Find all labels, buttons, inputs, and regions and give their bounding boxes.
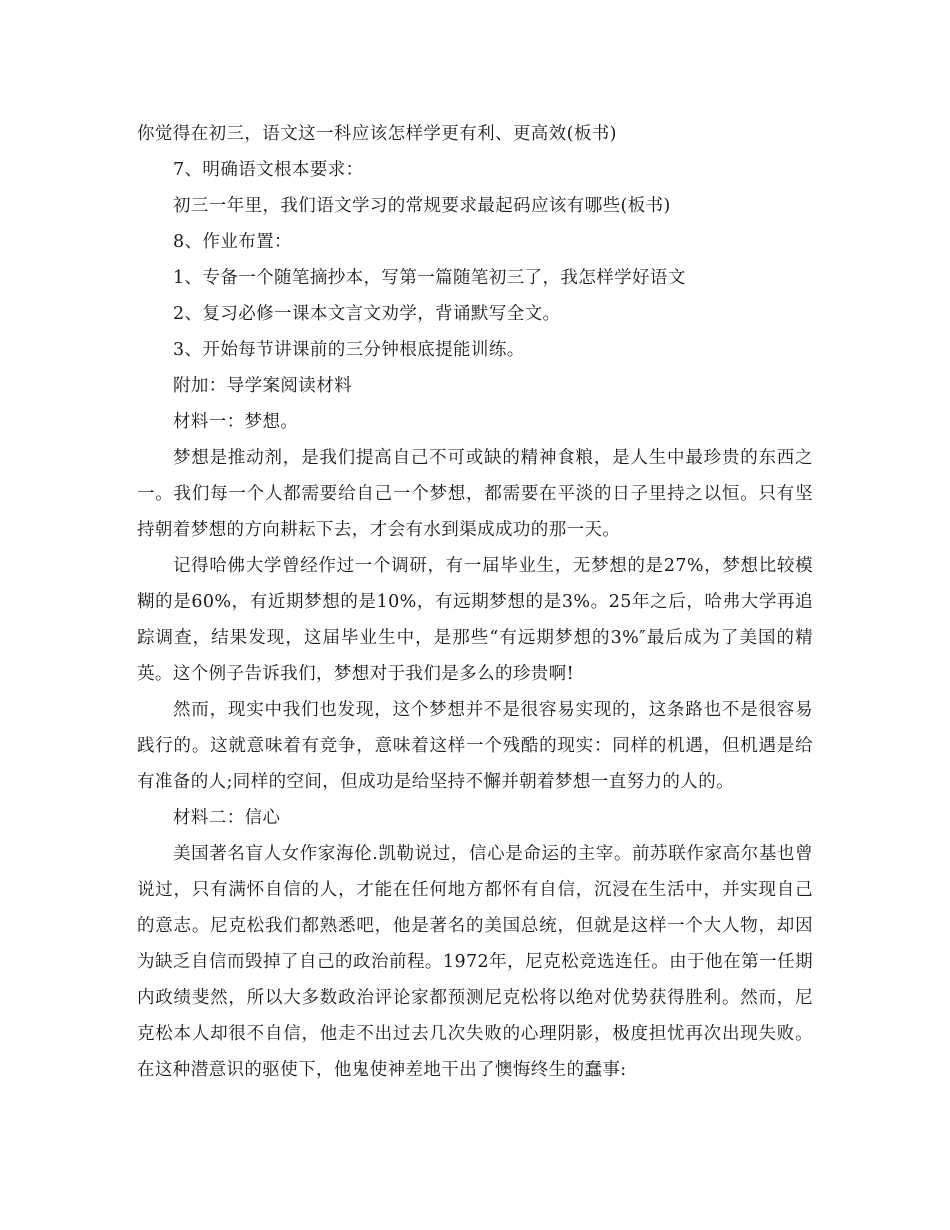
paragraph-13: 材料二：信心 [173,808,281,828]
paragraph-10: 梦想是推动剂，是我们提高自己不可或缺的精神食粮，是人生中最珍贵的东西之一。我们每一个人都需要给自己一个梦想，都需要在平淡的日子里持之以恒。只有坚持朝着梦想的方向耕耘下去，才会有水到渠成成功的那一天。 [137,448,813,540]
paragraph-12: 然而，现实中我们也发现，这个梦想并不是很容易实现的，这条路也不是很容易践行的。这就意味着有竞争，意味着这样一个残酷的现实：同样的机遇，但机遇是给有准备的人;同样的空间，但成功是给坚持不懈并朝着梦想一直努力的人的。 [137,700,813,792]
paragraph-8: 附加：导学案阅读材料 [173,376,352,396]
paragraph-4: 8、作业布置： [173,232,292,252]
document-body [137,116,813,1088]
paragraph-9: 材料一：梦想。 [173,412,299,432]
paragraph-3: 初三一年里，我们语文学习的常规要求最起码应该有哪些(板书) [173,196,671,216]
paragraph-11: 记得哈佛大学曾经作过一个调研，有一届毕业生，无梦想的是27%，梦想比较模糊的是60%，有近期梦想的是10%，有远期梦想的是3%。25年之后，哈弗大学再追踪调查，结果发现，这届毕业生中，是那些“有远期梦想的3%″最后成为了美国的精英。这个例子告诉我们，梦想对于我们是多么的珍贵啊! [137,556,813,684]
paragraph-2: 7、明确语文根本要求： [173,160,364,180]
paragraph-1: 你觉得在初三，语文这一科应该怎样学更有利、更高效(板书) [137,124,617,144]
paragraph-7: 3、开始每节讲课前的三分钟根底提能训练。 [173,340,525,360]
paragraph-5: 1、专备一个随笔摘抄本，写第一篇随笔初三了，我怎样学好语文 [173,268,686,288]
paragraph-6: 2、复习必修一课本文言文劝学，背诵默写全文。 [173,304,561,324]
paragraph-14: 美国著名盲人女作家海伦.凯勒说过，信心是命运的主宰。前苏联作家高尔基也曾说过，只有满怀自信的人，才能在任何地方都怀有自信，沉浸在生活中，并实现自己的意志。尼克松我们都熟悉吧，他是著名的美国总统，但就是这样一个大人物，却因为缺乏自信而毁掉了自己的政治前程。1972年，尼克松竞选连任。由于他在第一任期内政绩斐然，所以大多数政治评论家都预测尼克松将以绝对优势获得胜利。然而，尼克松本人却很不自信，他走不出过去几次失败的心理阴影，极度担忧再次出现失败。在这种潜意识的驱使下，他鬼使神差地干出了懊悔终生的蠢事: [137,844,813,1080]
